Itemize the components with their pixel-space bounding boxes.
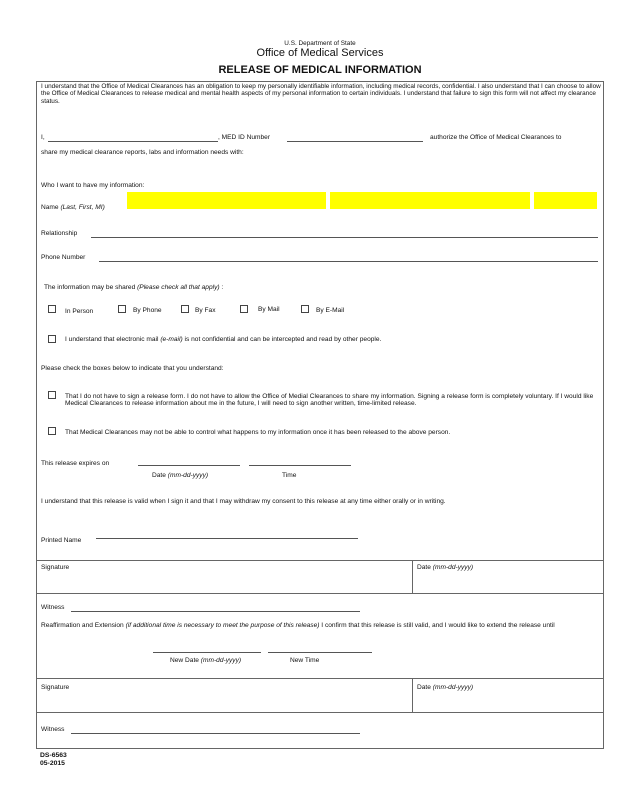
witness-field[interactable]: [71, 611, 360, 612]
new-date-label: [170, 657, 241, 664]
by-phone-label: By Phone: [133, 307, 162, 314]
understand-item1-checkbox[interactable]: [48, 391, 56, 399]
new-time-label: New Time: [290, 657, 320, 664]
share-text: share my medical clearance reports, labs and information needs with:: [41, 149, 244, 156]
extension-date-hint: (mm-dd-yyyy): [432, 684, 474, 691]
sharing-prompt: [44, 284, 223, 291]
name-label-text: Name: [41, 204, 59, 211]
sharing-prompt-hint: (Please check all that apply): [137, 284, 220, 291]
expiry-date-field[interactable]: [138, 465, 240, 466]
printed-name-field[interactable]: [96, 538, 358, 539]
reaffirm-title: Reaffirmation and Extension: [41, 622, 124, 629]
understand-prompt: Please check the boxes below to indicate that you understand:: [41, 365, 224, 372]
extension-witness-label: Witness: [41, 726, 65, 733]
sharing-prompt-text: The information may be shared: [44, 284, 136, 291]
understand-item2-checkbox[interactable]: [48, 427, 56, 435]
middle-initial-field[interactable]: [534, 192, 597, 209]
reaffirm-text: [41, 622, 601, 630]
printed-name-label: Printed Name: [41, 537, 82, 544]
by-email-label: By E-Mail: [316, 307, 345, 314]
last-name-field[interactable]: [127, 192, 326, 209]
signature-row: [36, 560, 604, 594]
extension-date-text: Date: [417, 684, 431, 691]
signature-date-text: Date: [417, 564, 431, 571]
applicant-name-field[interactable]: [48, 141, 218, 142]
signature-label: Signature: [41, 564, 70, 571]
extension-date-label: [417, 684, 473, 691]
expiry-time-field[interactable]: [249, 465, 351, 466]
understand-item2-text: That Medical Clearances may not be able to control what happens to my information once it has been released to the above person.: [65, 429, 451, 436]
extension-signature-row: [36, 678, 604, 713]
med-id-field[interactable]: [287, 141, 423, 142]
email-ack-hint: (e-mail): [160, 336, 183, 343]
new-date-text: New Date: [170, 657, 199, 664]
signature-divider: [412, 560, 413, 594]
form-date: 05-2015: [40, 760, 65, 767]
med-id-label: , MED ID Number: [218, 134, 271, 141]
reaffirm-body: I confirm that this release is still valid, and I would like to extend the release until: [321, 622, 555, 629]
email-ack-checkbox[interactable]: [48, 335, 56, 343]
expiry-time-label: Time: [282, 472, 297, 479]
sharing-prompt-suffix: :: [221, 284, 224, 291]
email-ack-prefix: I understand that electronic mail: [65, 336, 159, 343]
office-name: Office of Medical Services: [256, 47, 384, 59]
i-label: I,: [41, 134, 45, 141]
extension-witness-field[interactable]: [71, 733, 360, 734]
by-fax-label: By Fax: [195, 307, 216, 314]
by-phone-checkbox[interactable]: [118, 305, 126, 313]
name-label: [41, 204, 105, 211]
by-email-checkbox[interactable]: [301, 305, 309, 313]
relationship-field[interactable]: [91, 237, 598, 238]
reaffirm-hint: (if additional time is necessary to meet the purpose of this release): [125, 622, 320, 629]
who-label: Who I want to have my information:: [41, 182, 145, 189]
name-hint: (Last, First, MI): [60, 204, 105, 211]
relationship-label: Relationship: [41, 230, 78, 237]
validity-text: I understand that this release is valid when I sign it and that I may withdraw my consent to this release at any time either orally or in writing.: [41, 498, 446, 505]
signature-date-hint: (mm-dd-yyyy): [432, 564, 474, 571]
department-name: U.S. Department of State: [284, 40, 356, 47]
expiry-label: This release expires on: [41, 460, 110, 467]
extension-signature-divider: [412, 678, 413, 713]
form-number: DS-6563: [40, 752, 67, 759]
expiry-date-label: [152, 472, 208, 479]
witness-label: Witness: [41, 604, 65, 611]
by-mail-checkbox[interactable]: [240, 305, 248, 313]
new-time-field[interactable]: [268, 652, 372, 653]
phone-field[interactable]: [99, 261, 598, 262]
in-person-checkbox[interactable]: [48, 305, 56, 313]
understand-item1-text: That I do not have to sign a release form. I do not have to allow the Office of Medial Clearances to share my information. Signing a release form is completely voluntary. If I would like Medical Clearances to release information about me in the future, I will need to sign another written, time-limited release.: [65, 393, 594, 408]
in-person-label: In Person: [65, 308, 94, 315]
expiry-date-hint: (mm-dd-yyyy): [167, 472, 209, 479]
by-fax-checkbox[interactable]: [181, 305, 189, 313]
first-name-field[interactable]: [330, 192, 530, 209]
form-title: RELEASE OF MEDICAL INFORMATION: [218, 64, 422, 76]
email-ack-suffix: is not confidential and can be intercepted and read by other people.: [184, 336, 382, 343]
new-date-hint: (mm-dd-yyyy): [200, 657, 242, 664]
expiry-date-text: Date: [152, 472, 166, 479]
by-mail-label: By Mail: [258, 306, 280, 313]
authorize-text: authorize the Office of Medical Clearances to: [430, 134, 562, 141]
signature-date-label: [417, 564, 473, 571]
email-ack-text: [65, 336, 381, 343]
intro-text: I understand that the Office of Medical Clearances has an obligation to keep my personally identifiable information, including medical records, confidential. I also understand that I can choose to allow the Office of Medical Clearances to release medical and mental health aspects of my personal information to certain individuals. I understand that failure to sign this form will not affect my clearance status.: [41, 83, 601, 105]
extension-signature-label: Signature: [41, 684, 70, 691]
phone-label: Phone Number: [41, 254, 86, 261]
new-date-field[interactable]: [153, 652, 261, 653]
